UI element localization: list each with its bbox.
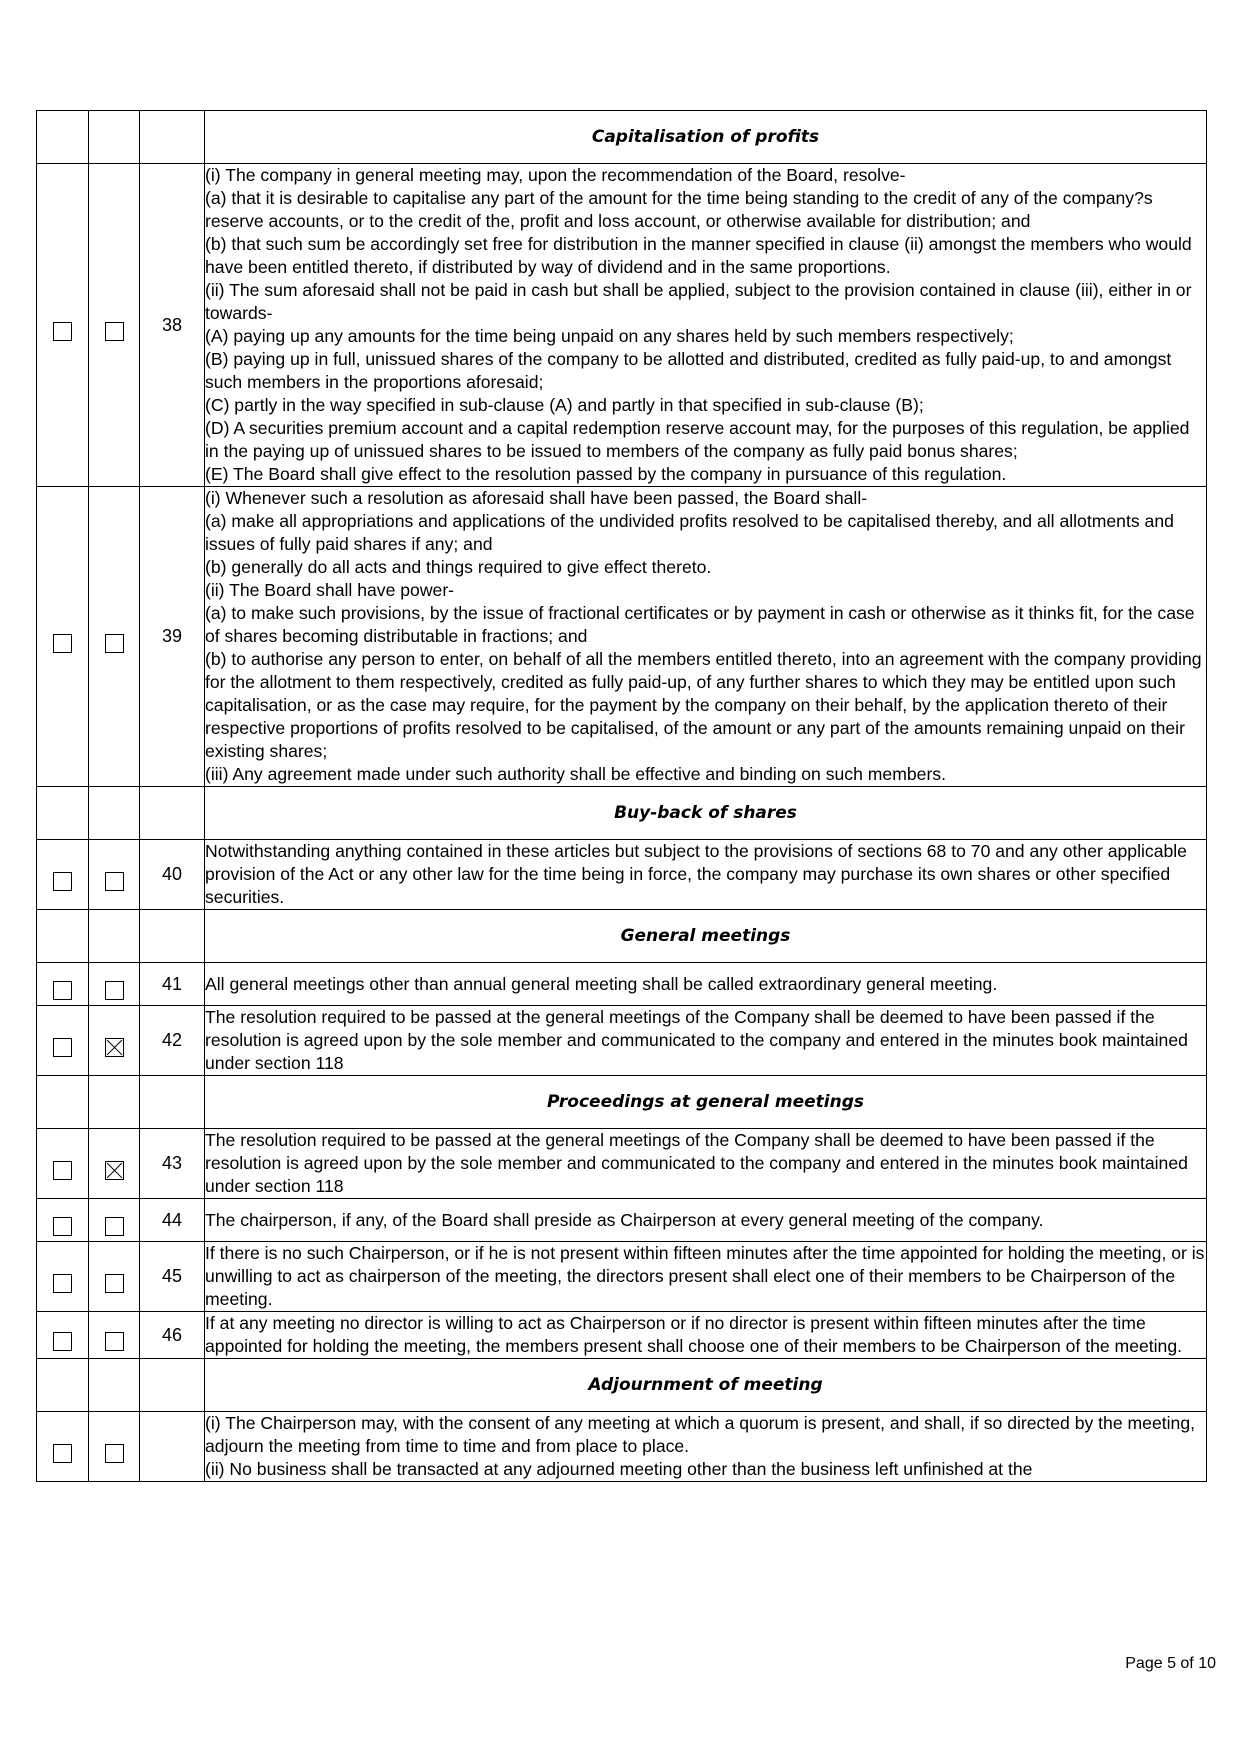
article-number: 46 [140,1312,205,1359]
article-text: (i) The Chairperson may, with the consent of any meeting at which a quorum is present, and shall, if so directed by the meeting, adjourn the meeting from time to time and from place to place. (ii) No business shall be transacted at any adjourned meeting other than the business left unfinished at the [205,1412,1207,1482]
checkbox-2[interactable] [105,322,124,341]
section-heading-row [37,1359,1207,1412]
article-row [37,1129,1207,1199]
article-number: 42 [140,1006,205,1076]
article-row [37,840,1207,910]
article-text: The resolution required to be passed at the general meetings of the Company shall be deemed to have been passed if the resolution is agreed upon by the sole member and communicated to the company and entered in the minutes book maintained under section 118 [205,1006,1207,1076]
article-row [37,1312,1207,1359]
empty-cell [89,1076,140,1129]
article-text: The chairperson, if any, of the Board shall preside as Chairperson at every general meeting of the company. [205,1199,1207,1242]
checkbox-cell-1 [37,1242,89,1312]
checkbox-cell-1 [37,963,89,1006]
checkbox-2[interactable] [105,1038,124,1057]
empty-cell [37,1076,89,1129]
checkbox-cell-2 [89,487,140,787]
article-number: 41 [140,963,205,1006]
checkbox-2[interactable] [105,1161,124,1180]
article-number: 43 [140,1129,205,1199]
empty-cell [37,111,89,164]
checkbox-1[interactable] [53,1038,72,1057]
article-row [37,1412,1207,1482]
checkbox-1[interactable] [53,981,72,1000]
section-heading-row [37,910,1207,963]
article-number: 44 [140,1199,205,1242]
empty-cell [89,910,140,963]
section-heading-row [37,787,1207,840]
article-row [37,164,1207,487]
empty-cell [37,910,89,963]
article-row [37,1199,1207,1242]
checkbox-cell-2 [89,164,140,487]
article-text: (i) Whenever such a resolution as aforesaid shall have been passed, the Board shall- (a) make all appropriations and applications of the undivided profits resolved to be capitalised thereby, and all allotments and issues of fully paid shares if any; and (b) generally do all acts and things required to give effect thereto. (ii) The Board shall have power- (a) to make such provisions, by the issue of fractional certificates or by payment in cash or otherwise as it thinks fit, for the case of shares becoming distributable in fractions; and (b) to authorise any person to enter, on behalf of all the members entitled thereto, into an agreement with the company providing for the allotment to them respectively, credited as fully paid-up, of any further shares to which they may be entitled upon such capitalisation, or as the case may require, for the payment by the company on their behalf, by the application thereto of their respective proportions of profits resolved to be capitalised, of the amount or any part of the amounts remaining unpaid on their existing shares; (iii) Any agreement made under such authority shall be effective and binding on such members. [205,487,1207,787]
checkbox-1[interactable] [53,872,72,891]
article-row [37,1242,1207,1312]
section-heading-row [37,1076,1207,1129]
checkbox-1[interactable] [53,1217,72,1236]
checkbox-cell-1 [37,1129,89,1199]
section-heading: Proceedings at general meetings [205,1076,1207,1129]
article-number: 45 [140,1242,205,1312]
checkbox-cell-2 [89,1412,140,1482]
checkbox-1[interactable] [53,1444,72,1463]
checkbox-1[interactable] [53,322,72,341]
section-heading: Buy-back of shares [205,787,1207,840]
empty-cell [140,910,205,963]
checkbox-cell-2 [89,1006,140,1076]
empty-cell [89,1359,140,1412]
checkbox-2[interactable] [105,1274,124,1293]
checkbox-cell-1 [37,1006,89,1076]
checkbox-2[interactable] [105,1332,124,1351]
checkbox-1[interactable] [53,1161,72,1180]
articles-table [36,110,1207,1482]
checkbox-1[interactable] [53,1332,72,1351]
checkbox-cell-1 [37,1312,89,1359]
article-text: If at any meeting no director is willing to act as Chairperson or if no director is present within fifteen minutes after the time appointed for holding the meeting, the members present shall choose one of their members to be Chairperson of the meeting. [205,1312,1207,1359]
checkbox-2[interactable] [105,634,124,653]
section-heading: General meetings [205,910,1207,963]
article-row [37,487,1207,787]
article-text: Notwithstanding anything contained in these articles but subject to the provisions of sections 68 to 70 and any other applicable provision of the Act or any other law for the time being in force, the company may purchase its own shares or other specified securities. [205,840,1207,910]
article-number: 40 [140,840,205,910]
empty-cell [140,1076,205,1129]
checkbox-cell-1 [37,840,89,910]
section-heading: Adjournment of meeting [205,1359,1207,1412]
article-row [37,963,1207,1006]
article-text: All general meetings other than annual general meeting shall be called extraordinary general meeting. [205,963,1207,1006]
checkbox-1[interactable] [53,634,72,653]
empty-cell [140,1359,205,1412]
checkbox-cell-1 [37,1412,89,1482]
empty-cell [37,1359,89,1412]
checkbox-cell-2 [89,1199,140,1242]
checkbox-cell-2 [89,963,140,1006]
checkbox-1[interactable] [53,1274,72,1293]
article-text: The resolution required to be passed at the general meetings of the Company shall be deemed to have been passed if the resolution is agreed upon by the sole member and communicated to the company and entered in the minutes book maintained under section 118 [205,1129,1207,1199]
checkbox-cell-2 [89,1129,140,1199]
empty-cell [140,787,205,840]
checkbox-cell-1 [37,1199,89,1242]
empty-cell [37,787,89,840]
checkbox-cell-2 [89,1312,140,1359]
article-number [140,1412,205,1482]
article-number: 39 [140,487,205,787]
article-text: (i) The company in general meeting may, upon the recommendation of the Board, resolve- (a) that it is desirable to capitalise any part of the amount for the time being standing to the credit of any of the company?s reserve accounts, or to the credit of the, profit and loss account, or otherwise available for distribution; and (b) that such sum be accordingly set free for distribution in the manner specified in clause (ii) amongst the members who would have been entitled thereto, if distributed by way of dividend and in the same proportions. (ii) The sum aforesaid shall not be paid in cash but shall be applied, subject to the provision contained in clause (iii), either in or towards- (A) paying up any amounts for the time being unpaid on any shares held by such members respectively; (B) paying up in full, unissued shares of the company to be allotted and distributed, credited as fully paid-up, to and amongst such members in the proportions aforesaid; (C) partly in the way specified in sub-clause (A) and partly in that specified in sub-clause (B); (D) A securities premium account and a capital redemption reserve account may, for the purposes of this regulation, be applied in the paying up of unissued shares to be issued to members of the company as fully paid bonus shares; (E) The Board shall give effect to the resolution passed by the company in pursuance of this regulation. [205,164,1207,487]
checkbox-cell-2 [89,1242,140,1312]
checkbox-2[interactable] [105,1217,124,1236]
checkbox-2[interactable] [105,981,124,1000]
checkbox-2[interactable] [105,1444,124,1463]
checkbox-cell-1 [37,487,89,787]
empty-cell [140,111,205,164]
article-row [37,1006,1207,1076]
section-heading: Capitalisation of profits [205,111,1207,164]
page-number: Page 5 of 10 [1125,1655,1216,1672]
empty-cell [89,787,140,840]
empty-cell [89,111,140,164]
checkbox-2[interactable] [105,872,124,891]
checkbox-cell-2 [89,840,140,910]
article-text: If there is no such Chairperson, or if he is not present within fifteen minutes after the time appointed for holding the meeting, or is unwilling to act as chairperson of the meeting, the directors present shall elect one of their members to be Chairperson of the meeting. [205,1242,1207,1312]
article-number: 38 [140,164,205,487]
section-heading-row [37,111,1207,164]
checkbox-cell-1 [37,164,89,487]
